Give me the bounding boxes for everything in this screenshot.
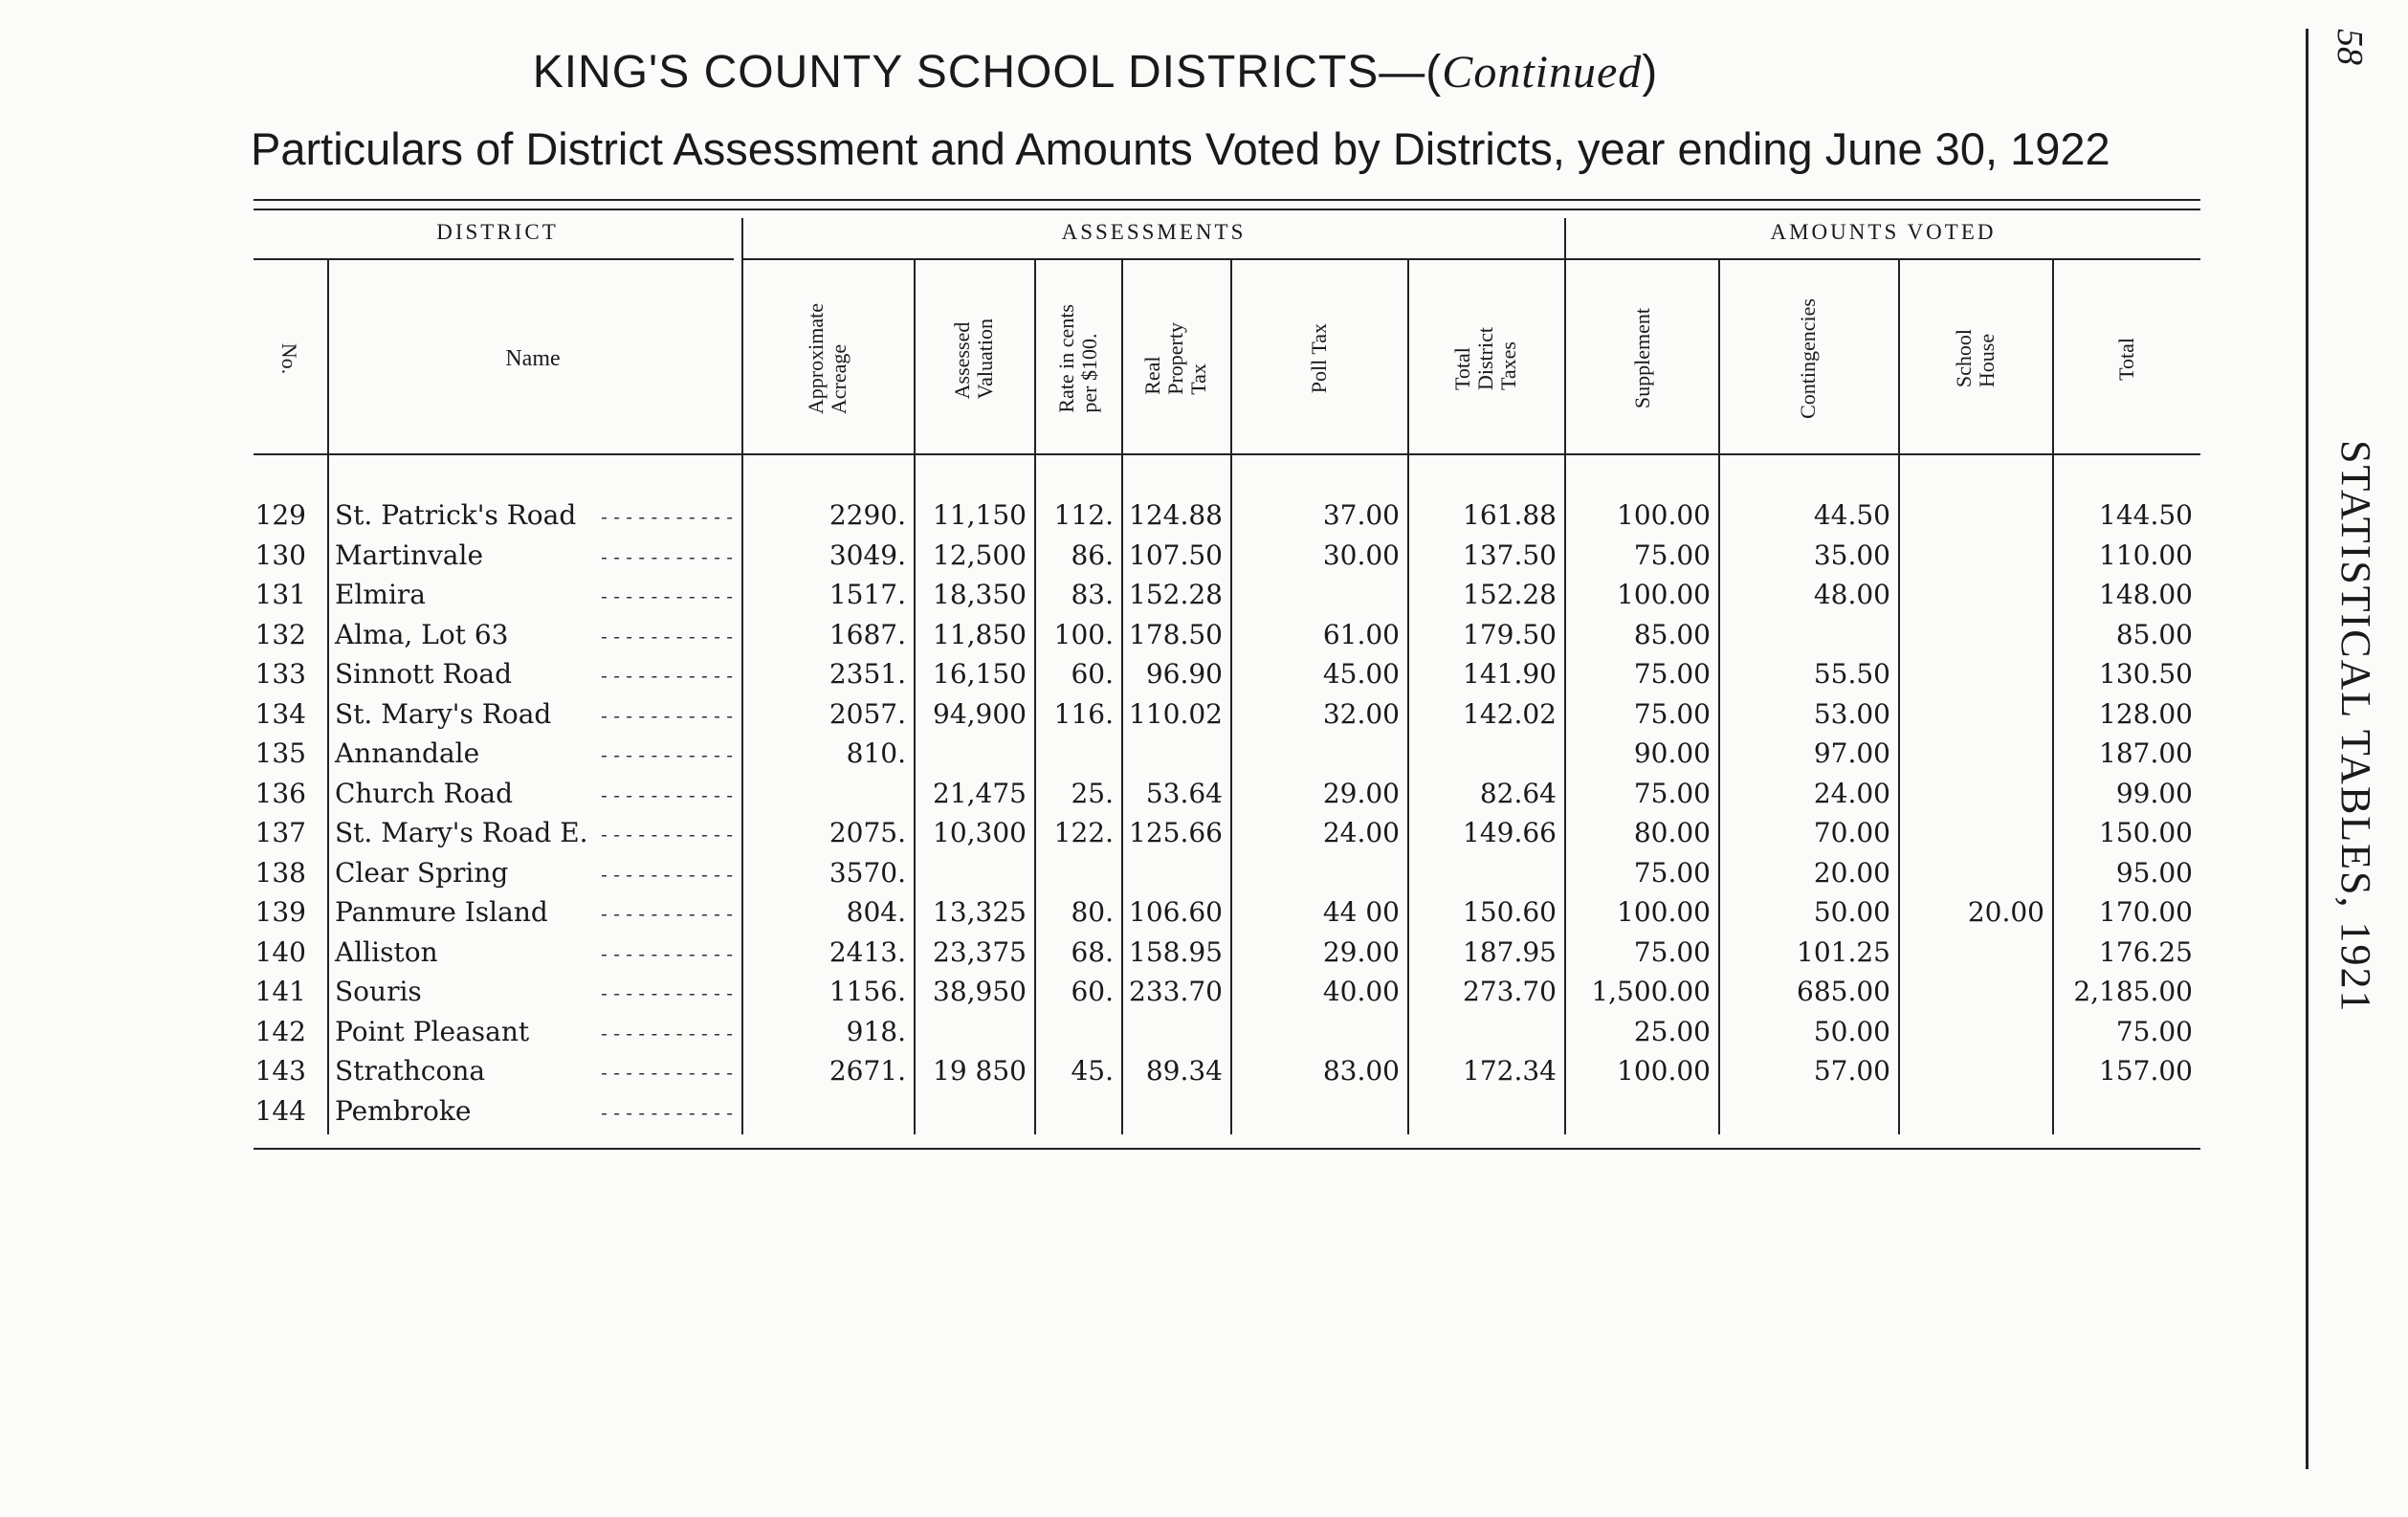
district-name: Strathcona [335, 1055, 486, 1087]
cell-supplement: 75.00 [1633, 697, 1711, 730]
col-head-text: Assessed Valuation [950, 318, 997, 400]
cell-rate: 80. [1071, 896, 1114, 928]
district-no: 136 [254, 777, 306, 809]
cell-valuation: 18,350 [933, 579, 1027, 610]
district-no: 140 [254, 935, 306, 968]
cell-valuation [914, 734, 1027, 773]
cell-supplement: 75.00 [1633, 935, 1711, 968]
cell-taxes: 137.50 [1463, 539, 1557, 571]
cell-school [1898, 575, 2044, 614]
cell-total: 85.00 [2115, 618, 2193, 650]
cell-school [1898, 853, 2044, 892]
cell-total: 95.00 [2115, 856, 2193, 889]
district-name: Point Pleasant [335, 1015, 530, 1047]
cell-supplement: 25.00 [1633, 1015, 1711, 1047]
cell-rate: 60. [1071, 658, 1114, 690]
cell-taxes [1407, 1012, 1557, 1051]
cell-rate: 45. [1071, 1055, 1114, 1087]
running-head: STATISTICAL TABLES, 1921 [2332, 440, 2379, 1014]
cell-valuation [914, 1091, 1027, 1131]
cell-school [1898, 694, 2044, 734]
cell-real: 106.60 [1129, 896, 1223, 928]
cell-supplement: 1,500.00 [1591, 976, 1711, 1007]
col-head-text: Total [2113, 337, 2138, 381]
cell-supplement: 75.00 [1633, 658, 1711, 690]
cell-acreage: 2671. [828, 1055, 906, 1087]
col-head-text: Real Property Tax [1140, 322, 1210, 395]
cell-rate: 25. [1071, 777, 1114, 809]
col-head-text: School House [1951, 329, 1999, 388]
cell-total: 75.00 [2115, 1015, 2193, 1047]
cell-rate: 116. [1053, 697, 1114, 730]
cell-valuation: 13,325 [933, 896, 1027, 928]
leader-dots: - - - - - - - - - - - [601, 823, 733, 846]
leader-dots: - - - - - - - - - - - [601, 584, 733, 607]
col-head-poll [1230, 268, 1407, 450]
group-assessments: ASSESSMENTS [1061, 220, 1247, 244]
cell-school [1898, 536, 2044, 575]
cell-total: 170.00 [2099, 896, 2193, 928]
cell-acreage: 918. [846, 1015, 906, 1047]
cell-poll [1230, 575, 1400, 614]
cell-total: 148.00 [2099, 579, 2193, 610]
col-head-name: Name [505, 346, 561, 371]
cell-poll [1230, 1012, 1400, 1051]
leader-dots: - - - - - - - - - - - [601, 902, 733, 925]
cell-school [1898, 813, 2044, 852]
cell-taxes [1407, 734, 1557, 773]
cell-real: 124.88 [1129, 499, 1223, 531]
col-head-contingencies [1718, 268, 1898, 450]
cell-supplement: 75.00 [1633, 777, 1711, 809]
cell-rate: 122. [1053, 817, 1114, 848]
cell-acreage: 1687. [828, 618, 906, 650]
leader-dots: - - - - - - - - - - - [601, 743, 733, 766]
cell-taxes: 179.50 [1463, 618, 1557, 650]
district-no: 132 [254, 618, 306, 650]
district-no: 131 [254, 579, 306, 610]
cell-acreage: 804. [846, 896, 906, 928]
district-no: 129 [254, 499, 306, 531]
cell-rate: 112. [1053, 499, 1114, 531]
cell-rate [1034, 1012, 1114, 1051]
cell-supplement: 90.00 [1633, 737, 1711, 769]
cell-taxes: 187.95 [1463, 935, 1557, 968]
cell-poll: 40.00 [1322, 976, 1400, 1007]
cell-poll: 30.00 [1322, 539, 1400, 571]
leader-dots: - - - - - - - - - - - [601, 544, 733, 568]
district-no: 142 [254, 1015, 306, 1047]
margin-rule [2306, 29, 2309, 1469]
leader-dots: - - - - - - - - - - - [601, 664, 733, 687]
cell-real [1121, 853, 1223, 892]
leader-dots: - - - - - - - - - - - [601, 1100, 733, 1124]
cell-poll [1230, 734, 1400, 773]
header-bottom-rule [254, 453, 2200, 455]
cell-real [1121, 1012, 1223, 1051]
cell-total [2052, 1091, 2193, 1131]
cell-school [1898, 1012, 2044, 1051]
col-head-text: No. [277, 342, 302, 375]
cell-real [1121, 1091, 1223, 1131]
col-head-text: Contingencies [1796, 298, 1820, 419]
cell-rate: 100. [1053, 618, 1114, 650]
cell-supplement: 100.00 [1617, 499, 1711, 531]
cell-taxes [1407, 1091, 1557, 1131]
district-name: St. Patrick's Road [335, 499, 577, 531]
cell-acreage [741, 774, 906, 813]
cell-real: 178.50 [1129, 618, 1223, 650]
col-head-text: Approximate Acreage [804, 302, 851, 415]
cell-real: 53.64 [1145, 777, 1223, 809]
cell-valuation: 16,150 [933, 658, 1027, 690]
cell-valuation: 21,475 [933, 777, 1027, 809]
district-no: 138 [254, 856, 306, 889]
cell-contingencies: 685.00 [1797, 976, 1890, 1007]
cell-valuation: 11,150 [933, 499, 1027, 531]
cell-contingencies: 50.00 [1813, 896, 1890, 928]
cell-school: 20.00 [1967, 896, 2044, 928]
cell-taxes: 172.34 [1463, 1055, 1557, 1087]
cell-contingencies: 70.00 [1813, 817, 1890, 848]
cell-real: 89.34 [1145, 1055, 1223, 1087]
col-head-rate [1034, 268, 1121, 450]
cell-total: 110.00 [2099, 539, 2193, 571]
cell-contingencies: 48.00 [1813, 579, 1890, 610]
cell-school [1898, 972, 2044, 1011]
cell-valuation: 38,950 [933, 976, 1027, 1007]
cell-school [1898, 495, 2044, 535]
cell-poll: 44 00 [1322, 896, 1400, 928]
cell-total: 2,185.00 [2073, 976, 2193, 1007]
cell-real: 110.02 [1129, 697, 1223, 730]
col-head-text: Total District Taxes [1450, 327, 1520, 390]
cell-valuation: 10,300 [933, 817, 1027, 848]
cell-total: 176.25 [2099, 935, 2193, 968]
cell-supplement: 100.00 [1617, 896, 1711, 928]
district-no: 137 [254, 817, 306, 848]
cell-poll: 29.00 [1322, 935, 1400, 968]
leader-dots: - - - - - - - - - - - [601, 1061, 733, 1084]
cell-poll: 45.00 [1322, 658, 1400, 690]
cell-supplement: 85.00 [1633, 618, 1711, 650]
cell-school [1898, 933, 2044, 972]
leader-dots: - - - - - - - - - - - [601, 782, 733, 806]
cell-rate: 83. [1071, 579, 1114, 610]
cell-contingencies: 50.00 [1813, 1015, 1890, 1047]
cell-taxes: 82.64 [1479, 777, 1557, 809]
cell-rate [1034, 853, 1114, 892]
cell-valuation: 23,375 [933, 935, 1027, 968]
cell-valuation: 12,500 [933, 539, 1027, 571]
district-name: Pembroke [335, 1094, 472, 1127]
title-close: ) [1642, 47, 1659, 98]
district-no: 141 [254, 976, 306, 1007]
col-head-text: Poll Tax [1306, 323, 1331, 394]
cell-total: 130.50 [2099, 658, 2193, 690]
title-continued: Continued [1442, 47, 1643, 98]
cell-taxes: 150.60 [1463, 896, 1557, 928]
cell-school [1898, 774, 2044, 813]
cell-real: 107.50 [1129, 539, 1223, 571]
district-name: Annandale [335, 737, 480, 769]
cell-acreage: 2075. [828, 817, 906, 848]
cell-taxes: 273.70 [1463, 976, 1557, 1007]
cell-contingencies: 35.00 [1813, 539, 1890, 571]
cell-total: 150.00 [2099, 817, 2193, 848]
cell-contingencies: 24.00 [1813, 777, 1890, 809]
district-name: Souris [335, 976, 422, 1007]
cell-real: 233.70 [1129, 976, 1223, 1007]
cell-poll: 32.00 [1322, 697, 1400, 730]
cell-school [1898, 615, 2044, 654]
district-no: 130 [254, 539, 306, 571]
cell-supplement: 100.00 [1617, 1055, 1711, 1087]
col-head-valuation [914, 268, 1034, 450]
cell-poll: 24.00 [1322, 817, 1400, 848]
top-rule-2 [254, 209, 2200, 210]
page-number: 58 [2330, 29, 2370, 65]
district-name: St. Mary's Road [335, 697, 552, 730]
district-group-rule [254, 258, 734, 260]
col-head-no [254, 268, 325, 450]
cell-total: 99.00 [2115, 777, 2193, 809]
district-name: Elmira [335, 579, 426, 610]
page-subtitle: Particulars of District Assessment and Amounts Voted by Districts, year ending June 30, 1922 [251, 123, 2110, 174]
cell-school [1898, 1051, 2044, 1090]
district-name: Church Road [335, 777, 514, 809]
cell-taxes [1407, 853, 1557, 892]
page-title [0, 46, 2191, 99]
cell-supplement: 75.00 [1633, 539, 1711, 571]
col-head-taxes [1407, 268, 1564, 450]
cell-rate: 86. [1071, 539, 1114, 571]
cell-real [1121, 734, 1223, 773]
cell-taxes: 141.90 [1463, 658, 1557, 690]
cell-valuation: 11,850 [933, 618, 1027, 650]
cell-poll: 37.00 [1322, 499, 1400, 531]
cell-taxes: 142.02 [1463, 697, 1557, 730]
cell-acreage: 3570. [828, 856, 906, 889]
district-name: Panmure Island [335, 896, 548, 928]
cell-supplement: 100.00 [1617, 579, 1711, 610]
district-name: Clear Spring [335, 856, 509, 889]
cell-total: 128.00 [2099, 697, 2193, 730]
district-no: 144 [254, 1094, 306, 1127]
cell-contingencies: 20.00 [1813, 856, 1890, 889]
leader-dots: - - - - - - - - - - - [601, 862, 733, 886]
cell-total: 187.00 [2099, 737, 2193, 769]
cell-supplement: 75.00 [1633, 856, 1711, 889]
cell-acreage: 1517. [828, 579, 906, 610]
district-no: 135 [254, 737, 306, 769]
col-head-real [1121, 268, 1230, 450]
col-head-school [1898, 268, 2052, 450]
leader-dots: - - - - - - - - - - - [601, 703, 733, 727]
district-name: Alliston [335, 935, 438, 968]
cell-rate: 60. [1071, 976, 1114, 1007]
cell-school [1898, 1091, 2044, 1131]
cell-contingencies [1718, 615, 1890, 654]
cell-acreage: 2351. [828, 658, 906, 690]
cell-valuation: 19 850 [933, 1055, 1027, 1087]
cell-rate: 68. [1071, 935, 1114, 968]
cell-taxes: 152.28 [1463, 579, 1557, 610]
cell-contingencies: 97.00 [1813, 737, 1890, 769]
cell-poll: 61.00 [1322, 618, 1400, 650]
cell-supplement [1566, 1091, 1711, 1131]
leader-dots: - - - - - - - - - - - [601, 941, 733, 965]
group-district: DISTRICT [436, 220, 559, 244]
bottom-rule [254, 1148, 2200, 1150]
district-no: 139 [254, 896, 306, 928]
cell-acreage: 2413. [828, 935, 906, 968]
cell-real: 125.66 [1129, 817, 1223, 848]
cell-poll: 29.00 [1322, 777, 1400, 809]
cell-contingencies: 101.25 [1797, 935, 1890, 968]
cell-contingencies: 44.50 [1813, 499, 1890, 531]
cell-total: 157.00 [2099, 1055, 2193, 1087]
district-name: Alma, Lot 63 [335, 618, 509, 650]
cell-poll: 83.00 [1322, 1055, 1400, 1087]
amounts-group-rule [1566, 258, 2200, 260]
cell-taxes: 161.88 [1463, 499, 1557, 531]
cell-contingencies: 57.00 [1813, 1055, 1890, 1087]
cell-real: 158.95 [1129, 935, 1223, 968]
cell-valuation: 94,900 [933, 697, 1027, 730]
district-name: St. Mary's Road E. [335, 817, 588, 848]
cell-acreage: 810. [846, 737, 906, 769]
title-text: KING'S COUNTY SCHOOL DISTRICTS—( [532, 47, 1443, 98]
assessments-group-rule [741, 258, 1566, 260]
top-rule-1 [254, 199, 2200, 201]
cell-valuation [914, 853, 1027, 892]
col-head-text: Supplement [1629, 308, 1654, 409]
cell-acreage: 2057. [828, 697, 906, 730]
cell-acreage [741, 1091, 906, 1131]
cell-acreage: 1156. [828, 976, 906, 1007]
leader-dots: - - - - - - - - - - - [601, 981, 733, 1004]
district-no: 134 [254, 697, 306, 730]
cell-contingencies: 55.50 [1813, 658, 1890, 690]
cell-valuation [914, 1012, 1027, 1051]
cell-poll [1230, 853, 1400, 892]
cell-school [1898, 654, 2044, 693]
cell-real: 152.28 [1129, 579, 1223, 610]
cell-taxes: 149.66 [1463, 817, 1557, 848]
group-amounts-voted: AMOUNTS VOTED [1770, 220, 1997, 244]
leader-dots: - - - - - - - - - - - [601, 505, 733, 528]
cell-acreage: 3049. [828, 539, 906, 571]
cell-poll [1230, 1091, 1400, 1131]
col-head-acreage [741, 268, 914, 450]
cell-supplement: 80.00 [1633, 817, 1711, 848]
col-head-text: Rate in cents per $100. [1053, 304, 1101, 413]
cell-contingencies [1718, 1091, 1890, 1131]
district-no: 143 [254, 1055, 306, 1087]
col-head-total [2052, 268, 2200, 450]
cell-rate [1034, 1091, 1114, 1131]
cell-school [1898, 734, 2044, 773]
col-head-supplement [1566, 268, 1718, 450]
cell-rate [1034, 734, 1114, 773]
leader-dots: - - - - - - - - - - - [601, 624, 733, 648]
cell-total: 144.50 [2099, 499, 2193, 531]
cell-real: 96.90 [1145, 658, 1223, 690]
cell-acreage: 2290. [828, 499, 906, 531]
cell-contingencies: 53.00 [1813, 697, 1890, 730]
leader-dots: - - - - - - - - - - - [601, 1021, 733, 1044]
district-name: Martinvale [335, 539, 484, 571]
district-no: 133 [254, 658, 306, 690]
district-name: Sinnott Road [335, 658, 513, 690]
